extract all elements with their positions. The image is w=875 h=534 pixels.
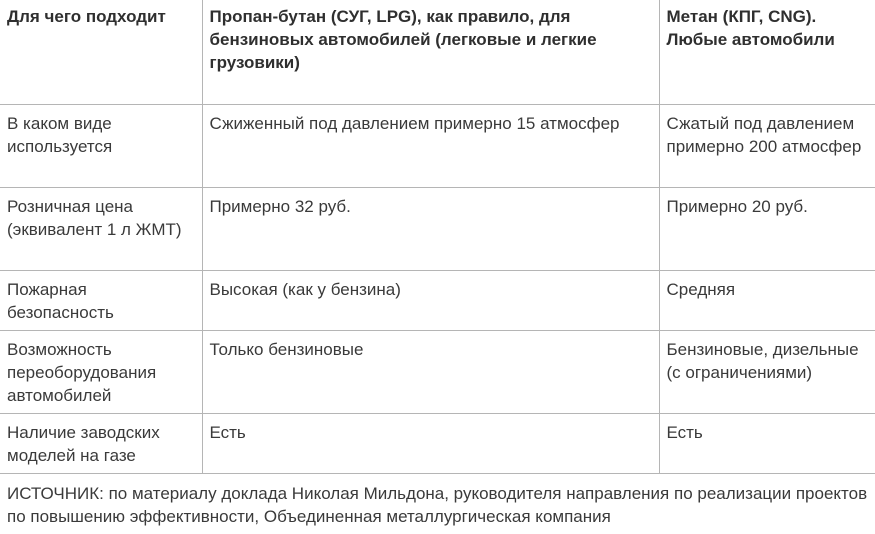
source-note: ИСТОЧНИК: по материалу доклада Николая Мильдона, руководителя направления по реализации проектов по повышению эффективности, Объединенная металлургическая компания: [0, 473, 875, 533]
cell-propane-fire-safety: Высокая (как у бензина): [202, 270, 659, 330]
table-row: [0, 104, 875, 187]
row-label-conversion: Возможность переоборудования автомобилей: [0, 330, 202, 413]
cell-propane-price: Примерно 32 руб.: [202, 187, 659, 270]
cell-methane-fire-safety: Средняя: [659, 270, 875, 330]
header-purpose: Для чего подходит: [0, 0, 202, 104]
row-label-fire-safety: Пожарная безопасность: [0, 270, 202, 330]
table-row: [0, 187, 875, 270]
row-label-price: Розничная цена (эквивалент 1 л ЖМТ): [0, 187, 202, 270]
cell-methane-form: Сжатый под давлением примерно 200 атмосфер: [659, 104, 875, 187]
cell-propane-factory-models: Есть: [202, 413, 659, 473]
cell-methane-price: Примерно 20 руб.: [659, 187, 875, 270]
source-row: [0, 473, 875, 533]
header-propane-butane: Пропан-бутан (СУГ, LPG), как правило, для бензиновых автомобилей (легковые и легкие грузовики): [202, 0, 659, 104]
table-row: [0, 413, 875, 473]
cell-propane-form: Сжиженный под давлением примерно 15 атмосфер: [202, 104, 659, 187]
header-methane: Метан (КПГ, CNG). Любые автомобили: [659, 0, 875, 104]
table-row: [0, 270, 875, 330]
cell-methane-conversion: Бензиновые, дизельные (с ограничениями): [659, 330, 875, 413]
row-label-form: В каком виде используется: [0, 104, 202, 187]
cell-propane-conversion: Только бензиновые: [202, 330, 659, 413]
row-label-factory-models: Наличие заводских моделей на газе: [0, 413, 202, 473]
cell-methane-factory-models: Есть: [659, 413, 875, 473]
table-row: [0, 330, 875, 413]
table-header-row: [0, 0, 875, 104]
